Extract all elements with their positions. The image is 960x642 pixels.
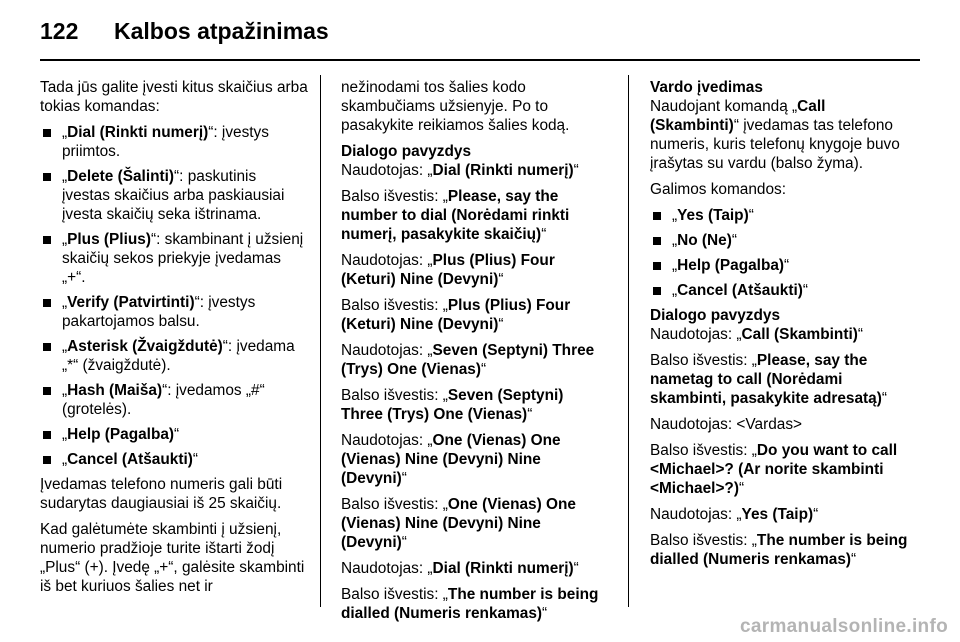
command-list-item: „Delete (Šalinti)“: paskutinis įvestas skaičius arba paskiausiai įvesta skaičių seka ištrinama.: [40, 167, 308, 224]
dialog-line: Naudotojas: „Dial (Rinkti numerį)“: [341, 560, 579, 577]
dialog-line: Balso išvestis: „The number is being dialled (Numeris renkamas)“: [341, 586, 599, 622]
column-divider: [628, 75, 629, 607]
column-1: [40, 78, 308, 603]
intro-paragraph: Tada jūs galite įvesti kitus skaičius arba tokias komandas:: [40, 79, 308, 115]
dialog-line: Balso išvestis: „Please, say the number to dial (Norėdami rinkti numerį, pasakykite skaičių)“: [341, 188, 570, 243]
command-list-item: „Cancel (Atšaukti)“: [40, 450, 308, 469]
dialog-line: Balso išvestis: „Do you want to call <Michael>? (Ar norite skambinti <Michael>?)“: [650, 442, 898, 497]
watermark: carmanualsonline.info: [740, 616, 948, 637]
body-paragraph: Kad galėtumėte skambinti į užsienį, numerio pradžioje turite ištarti žodį „Plus“ (+). Įvedę „+“, galėsite skambinti iš bet kuriuos šalies net ir: [40, 521, 305, 595]
dialog-line: Balso išvestis: „The number is being dialled (Numeris renkamas)“: [650, 532, 908, 568]
command-list-item: „Cancel (Atšaukti)“: [650, 281, 912, 300]
command-list-item: „Asterisk (Žvaigždutė)“: įvedama „*“ (žvaigždutė).: [40, 337, 308, 375]
command-list-item: „Hash (Maiša)“: įvedamos „#“ (grotelės).: [40, 381, 308, 419]
command-list-item: „Verify (Patvirtinti)“: įvestys pakartojamos balsu.: [40, 293, 308, 331]
column-divider: [320, 75, 321, 607]
dialog-line: Naudotojas: <Vardas>: [650, 416, 803, 433]
page-number: 122: [40, 18, 79, 44]
body-paragraph: nežinodami tos šalies kodo skambučiams užsienyje. Po to pasakykite reikiamos šalies kodą.: [341, 79, 570, 134]
examples-label: Galimos komandos:: [650, 181, 787, 198]
body-paragraph: Naudojant komandą „Call (Skambinti)“ įvedamas tas telefono numeris, kuris telefonų knygoje buvo įrašytas su vardu (balso žyma).: [650, 98, 900, 172]
command-list-item: „Dial (Rinkti numerį)“: įvestys priimtos.: [40, 123, 308, 161]
command-list-item: „Plus (Plius)“: skambinant į užsienį skaičių sekos priekyje įvedamas „+“.: [40, 230, 308, 287]
section-heading: Vardo įvedimas: [650, 79, 763, 96]
header-rule: [40, 59, 920, 61]
page-header: [40, 18, 329, 45]
dialog-line: Balso išvestis: „One (Vienas) One (Vienas) Nine (Devyni) Nine (Devyni)“: [341, 496, 576, 551]
page-title: Kalbos atpažinimas: [114, 18, 329, 44]
dialog-line: Naudotojas: „Yes (Taip)“: [650, 506, 819, 523]
column-2: [341, 78, 609, 630]
dialog-line: Balso išvestis: „Plus (Plius) Four (Keturi) Nine (Devyni)“: [341, 297, 571, 333]
dialog-line: Balso išvestis: „Please, say the nametag to call (Norėdami skambinti, pasakykite adresatą)“: [650, 352, 887, 407]
column-3: [650, 78, 912, 576]
command-list-item: „No (Ne)“: [650, 231, 912, 250]
dialog-line: Naudotojas: „Seven (Septyni) Three (Trys) One (Vienas)“: [341, 342, 595, 378]
body-paragraph: Įvedamas telefono numeris gali būti sudarytas daugiausiai iš 25 skaičių.: [40, 476, 283, 512]
section-heading: Dialogo pavyzdys: [341, 143, 472, 160]
command-list-item: „Help (Pagalba)“: [650, 256, 912, 275]
dialog-line: Balso išvestis: „Seven (Septyni) Three (Trys) One (Vienas)“: [341, 387, 564, 423]
dialog-line: Naudotojas: „One (Vienas) One (Vienas) Nine (Devyni) Nine (Devyni)“: [341, 432, 561, 487]
section-heading: Dialogo pavyzdys: [650, 307, 781, 324]
dialog-line: Naudotojas: „Call (Skambinti)“: [650, 326, 863, 343]
dialog-line: Naudotojas: „Plus (Plius) Four (Keturi) Nine (Devyni)“: [341, 252, 555, 288]
command-list-item: „Yes (Taip)“: [650, 206, 912, 225]
command-list-item: „Help (Pagalba)“: [40, 425, 308, 444]
dialog-line: Naudotojas: „Dial (Rinkti numerį)“: [341, 162, 579, 179]
